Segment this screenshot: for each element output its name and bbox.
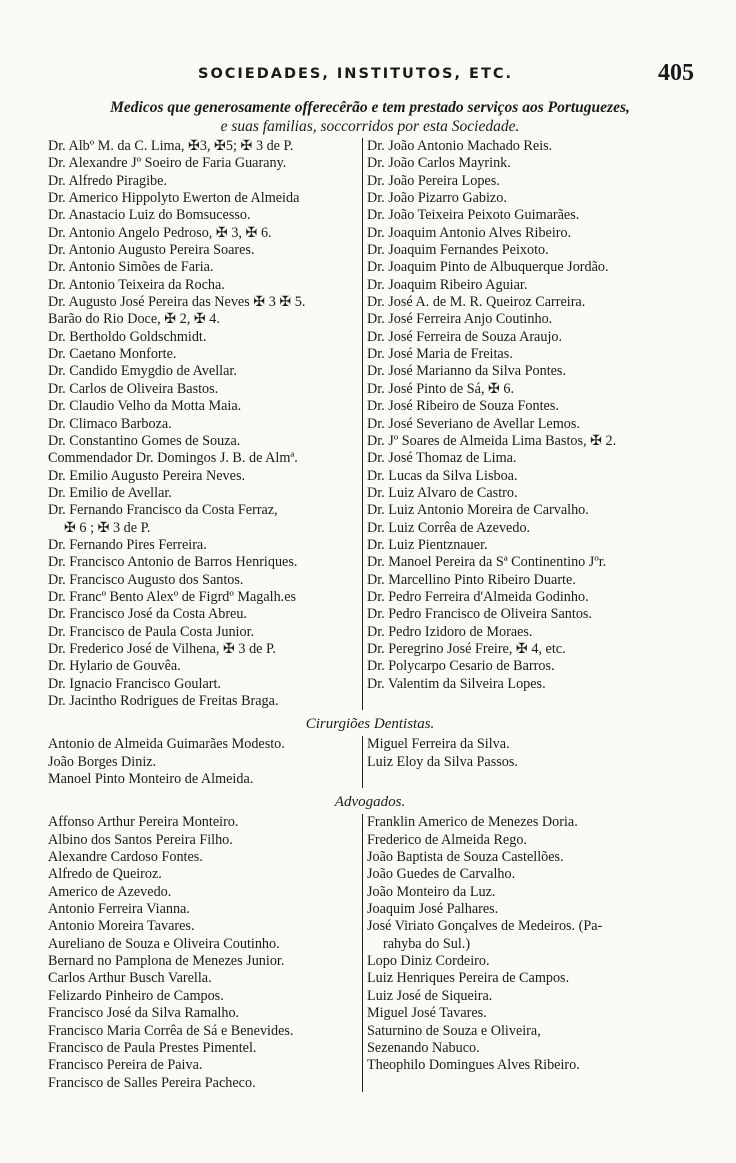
list-entry: Dr. Ignacio Francisco Goulart. [48,675,221,692]
list-entry: Saturnino de Souza e Oliveira, [367,1022,541,1039]
list-entry: Dr. José Maria de Freitas. [367,346,513,363]
list-entry: Alexandre Cardoso Fontes. [48,849,203,866]
list-entry: Theophilo Domingues Alves Ribeiro. [367,1057,580,1074]
list-entry: Dr. Polycarpo Cesario de Barros. [367,658,555,675]
list-entry: Dr. João Antonio Machado Reis. [367,138,553,154]
list-entry: Dr. Augusto José Pereira das Neves ✠ 3 ✠ 5. [48,294,306,311]
advogados-left-column [48,814,362,1092]
list-entry: Bernard no Pamplona de Menezes Junior. [48,953,285,970]
list-entry: Dr. Fernando Francisco da Costa Ferraz, [48,502,278,519]
list-entry: Dr. Carlos de Oliveira Bastos. [48,380,219,397]
list-entry: Dr. José Ferreira de Souza Araujo. [367,328,563,345]
list-entry: Dr. Manoel Pereira da Sª Continentino Jºr. [367,554,607,571]
list-entry: Dr. João Pereira Lopes. [367,172,500,189]
document-page [48,60,692,1092]
list-entry: Dr. Joaquim Pinto de Albuquerque Jordão. [367,259,609,276]
list-entry: Francisco José da Silva Ramalho. [48,1005,240,1022]
list-entry: Dr. Marcellino Pinto Ribeiro Duarte. [367,571,576,588]
list-entry: José Viriato Gonçalves de Medeiros. (Pa- [367,918,603,935]
list-entry: Dr. Anastacio Luiz do Bomsucesso. [48,207,251,224]
list-entry: Dr. Pedro Francisco de Oliveira Santos. [367,606,592,623]
list-entry: Dr. Valentim da Silveira Lopes. [367,675,546,692]
list-entry: Dr. Albº M. da C. Lima, ✠3, ✠5; ✠ 3 de P. [48,138,294,154]
list-entry: Dr. Peregrino José Freire, ✠ 4, etc. [367,640,566,657]
medicos-left-column [48,138,362,710]
list-entry: rahyba do Sul.) [383,935,471,952]
running-title: SOCIEDADES, INSTITUTOS, ETC. [198,66,513,82]
list-entry: Dr. Lucas da Silva Lisboa. [367,467,518,484]
list-entry: Dr. José Marianno da Silva Pontes. [367,363,566,380]
list-entry: Antonio Ferreira Vianna. [48,901,190,918]
medicos-list [48,138,692,710]
list-entry: Aureliano de Souza e Oliveira Coutinho. [48,935,280,952]
dentistas-title: Cirurgiões Dentistas. [305,716,435,733]
list-entry: Dr. Jº Soares de Almeida Lima Bastos, ✠ 2. [367,432,617,449]
list-entry: Barão do Rio Doce, ✠ 2, ✠ 4. [48,311,220,328]
list-entry: Dr. José Thomaz de Lima. [367,450,517,467]
list-entry: Dr. Francisco Augusto dos Santos. [48,571,244,588]
list-entry: Dr. Alexandre Jº Soeiro de Faria Guarany. [48,155,287,172]
list-entry: Dr. Joaquim Fernandes Peixoto. [367,242,549,259]
list-entry: Albino dos Santos Pereira Filho. [48,831,233,848]
list-entry: Luiz Henriques Pereira de Campos. [367,970,570,987]
list-entry: Dr. João Pizarro Gabizo. [367,190,507,207]
list-entry: Dr. João Teixeira Peixoto Guimarães. [367,207,580,224]
list-entry: ✠ 6 ; ✠ 3 de P. [64,519,151,536]
list-entry: Dr. Joaquim Ribeiro Aguiar. [367,276,528,293]
page-number: 405 [658,60,694,86]
list-entry: Frederico de Almeida Rego. [367,831,527,848]
list-entry: Dr. Claudio Velho da Motta Maia. [48,398,242,415]
list-entry: Miguel José Tavares. [367,1005,487,1022]
list-entry: João Guedes de Carvalho. [367,866,516,883]
list-entry: Antonio Moreira Tavares. [48,918,195,935]
list-entry: João Monteiro da Luz. [367,883,496,900]
intro-line-2: e suas familias, soccorridos por esta Sociedade. [220,118,520,135]
intro-line-1: Medicos que generosamente offerecêrão e tem prestado serviços aos Portuguezes, [110,99,630,116]
list-entry: Dr. José Severiano de Avellar Lemos. [367,415,580,432]
list-entry: Francisco Pereira de Paiva. [48,1057,203,1074]
list-entry: Dr. João Carlos Mayrink. [367,155,511,172]
list-entry: Alfredo de Queiroz. [48,866,162,883]
page-header [48,60,692,90]
list-entry: Luiz José de Siqueira. [367,987,493,1004]
list-entry: Dr. Alfredo Piragibe. [48,172,167,189]
list-entry: Dr. Francº Bento Alexº de Figrdº Magalh.es [48,588,297,605]
list-entry: Dr. Emilio de Avellar. [48,484,172,501]
list-entry: Lopo Diniz Cordeiro. [367,953,490,970]
list-entry: Dr. Antonio Augusto Pereira Soares. [48,242,255,259]
list-entry: João Borges Diniz. [48,753,157,770]
dentistas-right-column [362,736,692,788]
list-entry: Commendador Dr. Domingos J. B. de Almª. [48,450,298,467]
advogados-right-column [362,814,692,1092]
list-entry: Antonio de Almeida Guimarães Modesto. [48,736,285,753]
list-entry: Americo de Azevedo. [48,883,172,900]
list-entry: Dr. Constantino Gomes de Souza. [48,432,241,449]
list-entry: Dr. Luiz Antonio Moreira de Carvalho. [367,502,589,519]
list-entry: Dr. Antonio Simões de Faria. [48,259,214,276]
list-entry: Francisco de Paula Prestes Pimentel. [48,1039,257,1056]
list-entry: Dr. Fernando Pires Ferreira. [48,536,207,553]
list-entry: Dr. Bertholdo Goldschmidt. [48,328,207,345]
list-entry: Dr. Hylario de Gouvêa. [48,658,181,675]
list-entry: Dr. José Ferreira Anjo Coutinho. [367,311,553,328]
list-entry: Joaquim José Palhares. [367,901,499,918]
list-entry: Dr. Antonio Teixeira da Rocha. [48,276,225,293]
medicos-right-column [362,138,692,710]
list-entry: Miguel Ferreira da Silva. [367,736,510,753]
dentistas-list [48,736,692,788]
list-entry: Manoel Pinto Monteiro de Almeida. [48,771,254,788]
list-entry: Dr. Francisco de Paula Costa Junior. [48,623,255,640]
list-entry: Franklin Americo de Menezes Doria. [367,814,578,831]
list-entry: Dr. José A. de M. R. Queiroz Carreira. [367,294,586,311]
list-entry: Dr. Francisco Antonio de Barros Henriques. [48,554,298,571]
list-entry: Dr. Candido Emygdio de Avellar. [48,363,237,380]
list-entry: Dr. José Pinto de Sá, ✠ 6. [367,380,515,397]
list-entry: Affonso Arthur Pereira Monteiro. [48,814,239,831]
list-entry: Dr. Caetano Monforte. [48,346,177,363]
list-entry: Dr. Pedro Izidoro de Moraes. [367,623,533,640]
list-entry: Felizardo Pinheiro de Campos. [48,987,224,1004]
list-entry: Dr. Francisco José da Costa Abreu. [48,606,247,623]
list-entry: João Baptista de Souza Castellões. [367,849,564,866]
list-entry: Dr. Frederico José de Vilhena, ✠ 3 de P. [48,640,276,657]
list-entry: Francisco Maria Corrêa de Sá e Benevides. [48,1022,294,1039]
list-entry: Francisco de Salles Pereira Pacheco. [48,1074,256,1091]
list-entry: Dr. Luiz Pientznauer. [367,536,488,553]
advogados-list [48,814,692,1092]
list-entry: Dr. Antonio Angelo Pedroso, ✠ 3, ✠ 6. [48,224,272,241]
list-entry: Sezenando Nabuco. [367,1039,480,1056]
dentistas-left-column [48,736,362,788]
section-intro [48,98,692,136]
list-entry: Dr. Pedro Ferreira d'Almeida Godinho. [367,588,589,605]
list-entry: Dr. Emilio Augusto Pereira Neves. [48,467,246,484]
list-entry: Dr. Americo Hippolyto Ewerton de Almeida [48,190,300,207]
list-entry: Carlos Arthur Busch Varella. [48,970,212,987]
list-entry: Dr. Jacintho Rodrigues de Freitas Braga. [48,693,279,709]
list-entry: Luiz Eloy da Silva Passos. [367,753,518,770]
list-entry: Dr. Luiz Corrêa de Azevedo. [367,519,531,536]
list-entry: Dr. Climaco Barboza. [48,415,172,432]
advogados-title: Advogados. [334,794,406,811]
list-entry: Dr. Luiz Alvaro de Castro. [367,484,518,501]
list-entry: Dr. Joaquim Antonio Alves Ribeiro. [367,224,572,241]
list-entry: Dr. José Ribeiro de Souza Fontes. [367,398,559,415]
